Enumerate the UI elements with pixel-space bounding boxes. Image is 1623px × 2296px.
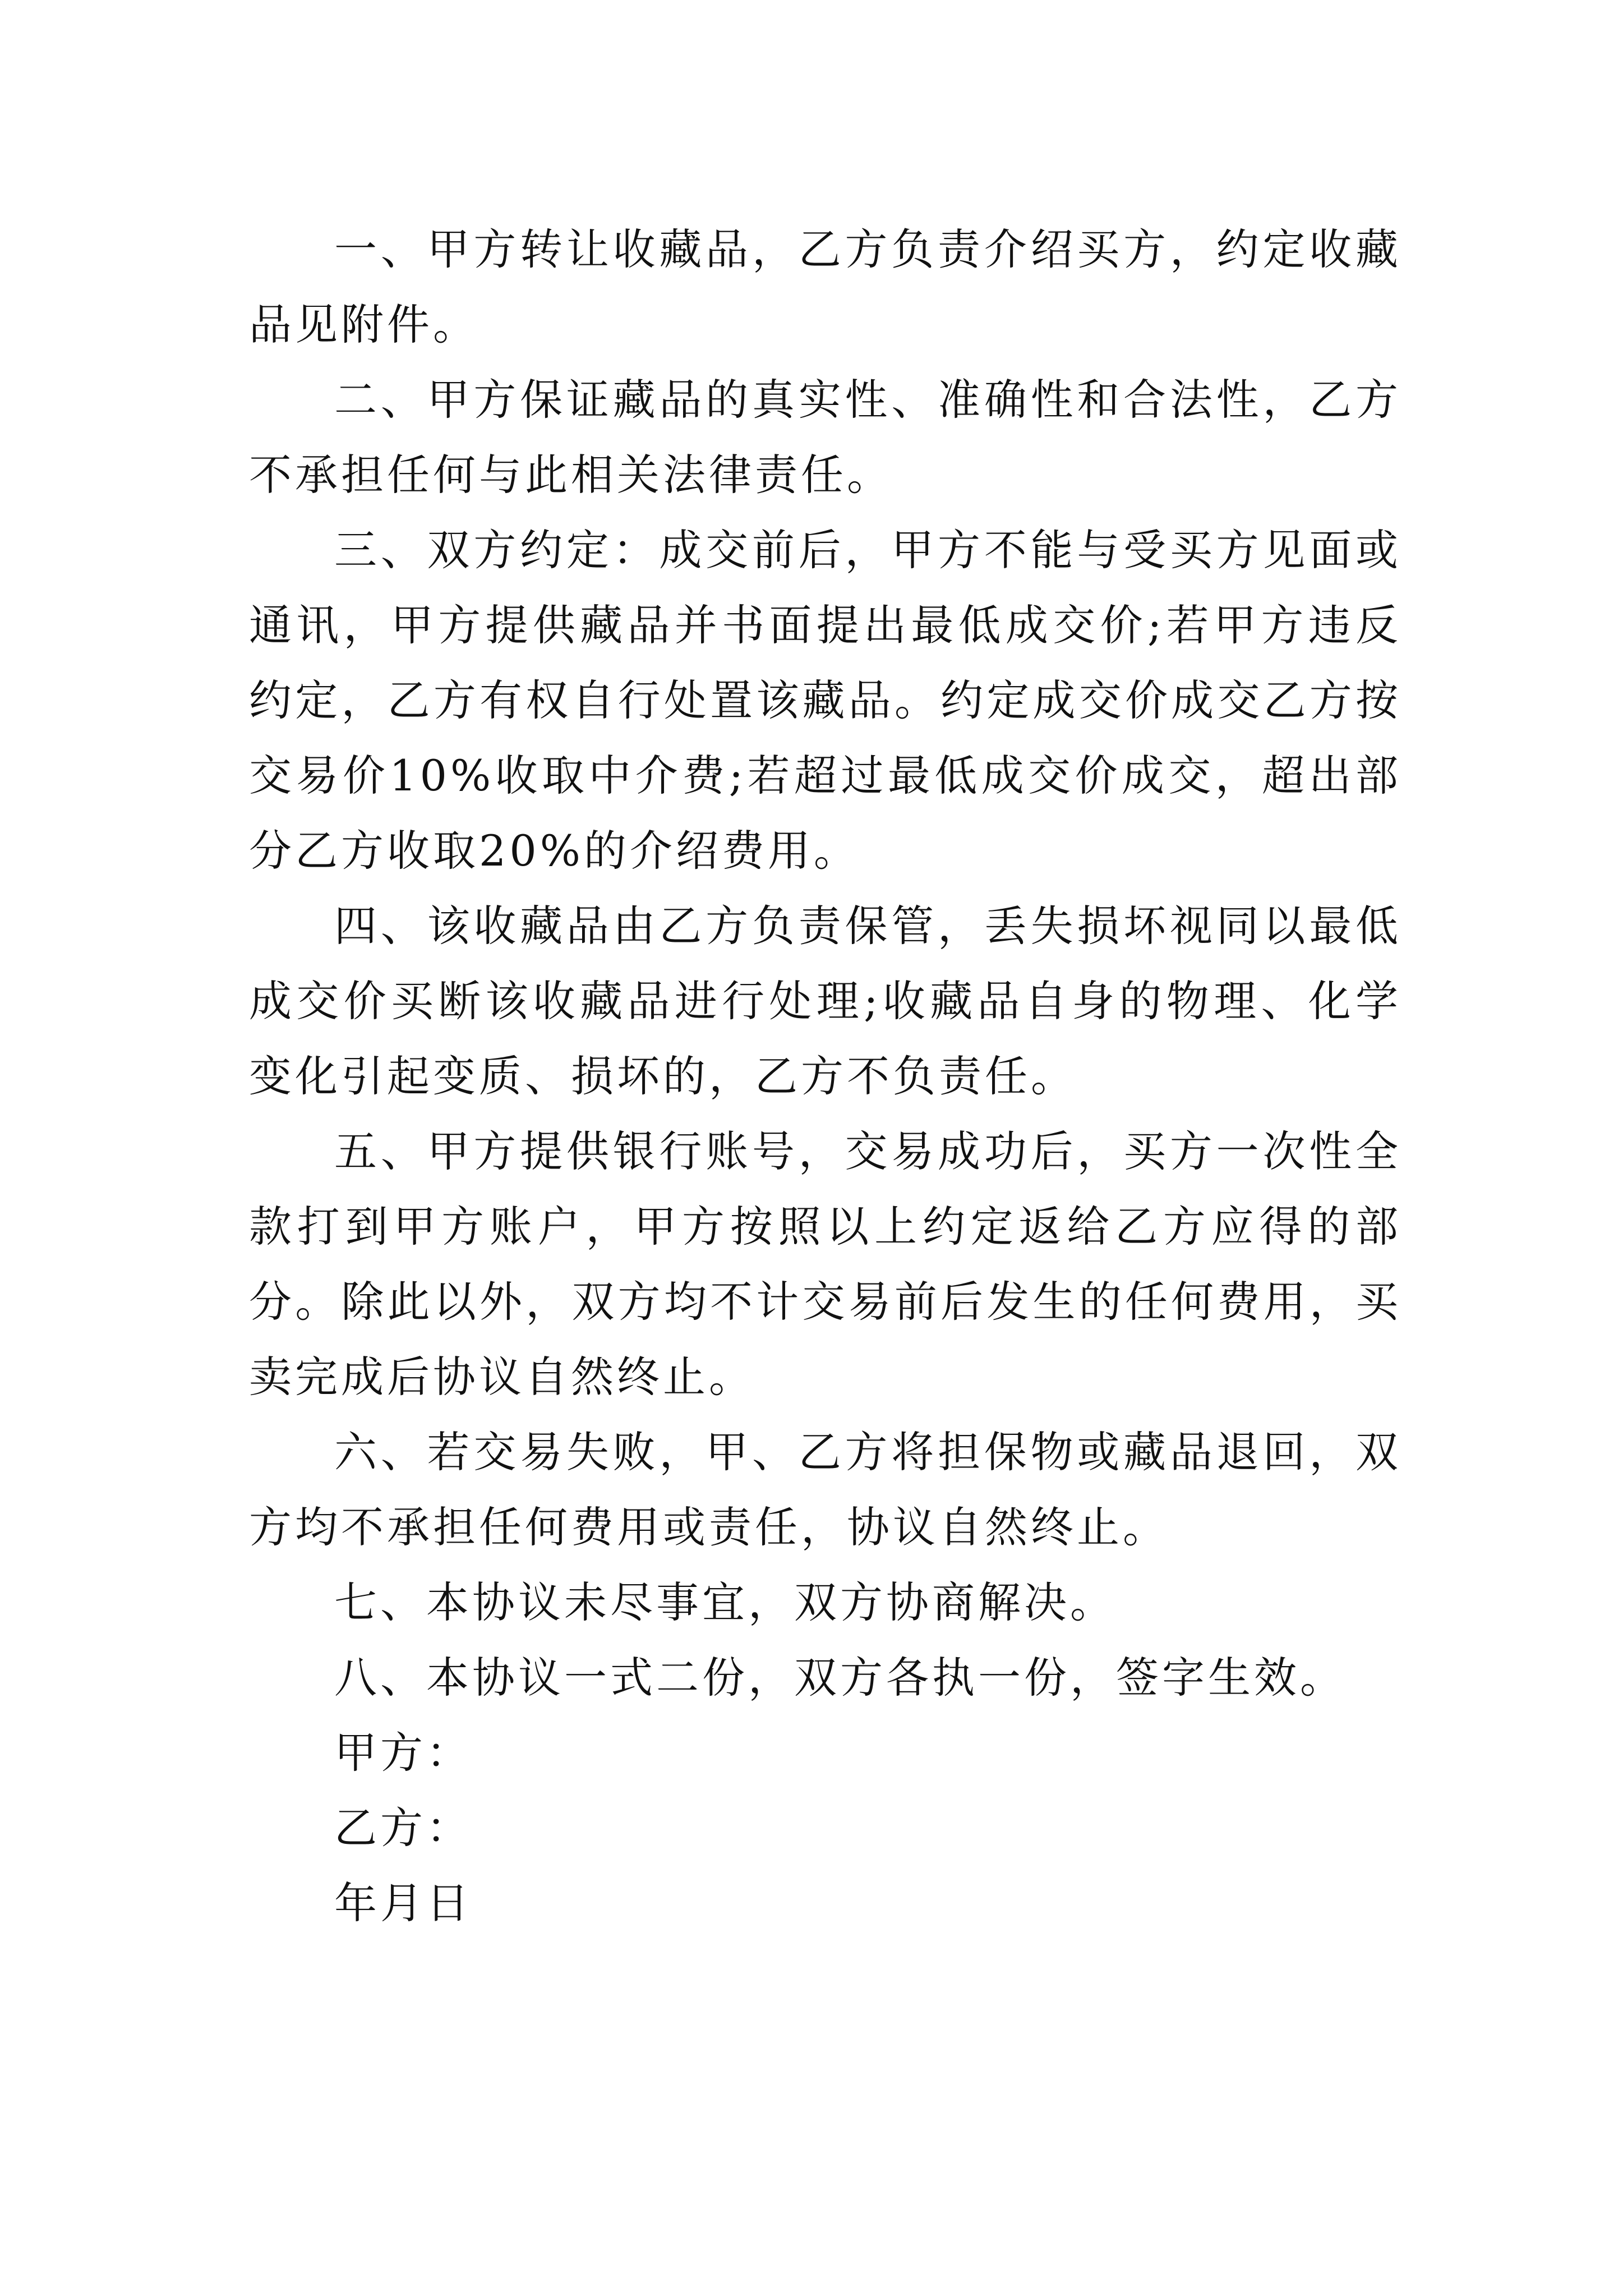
clause-2: 二、甲方保证藏品的真实性、准确性和合法性，乙方不承担任何与此相关法律责任。 bbox=[249, 375, 1401, 500]
agreement-body bbox=[249, 212, 1401, 1941]
clause-8: 八、本协议一式二份，双方各执一份，签字生效。 bbox=[334, 1653, 1346, 1703]
clause-4: 四、该收藏品由乙方负责保管，丢失损坏视同以最低成交价买断该收藏品进行处理;收藏品自身的物理、化学变化引起变质、损坏的，乙方不负责任。 bbox=[249, 901, 1401, 1101]
clause-6: 六、若交易失败，甲、乙方将担保物或藏品退回，双方均不承担任何费用或责任，协议自然终止。 bbox=[249, 1427, 1401, 1552]
clause-5: 五、甲方提供银行账号，交易成功后，买方一次性全款打到甲方账户，甲方按照以上约定返给乙方应得的部分。除此以外，双方均不计交易前后发生的任何费用，买卖完成后协议自然终止。 bbox=[249, 1126, 1401, 1402]
date-label: 年月日 bbox=[334, 1878, 472, 1928]
party-b-signature-label: 乙方： bbox=[334, 1803, 472, 1853]
clause-1: 一、甲方转让收藏品，乙方负责介绍买方，约定收藏品见附件。 bbox=[249, 224, 1401, 349]
clause-3: 三、双方约定：成交前后，甲方不能与受买方见面或通讯，甲方提供藏品并书面提出最低成交价;若甲方违反约定，乙方有权自行处置该藏品。约定成交价成交乙方按交易价10%收取中介费;若超过最低成交价成交，超出部分乙方收取20%的介绍费用。 bbox=[249, 525, 1401, 876]
clause-7: 七、本协议未尽事宜，双方协商解决。 bbox=[334, 1577, 1116, 1627]
party-a-signature-label: 甲方： bbox=[334, 1728, 472, 1778]
